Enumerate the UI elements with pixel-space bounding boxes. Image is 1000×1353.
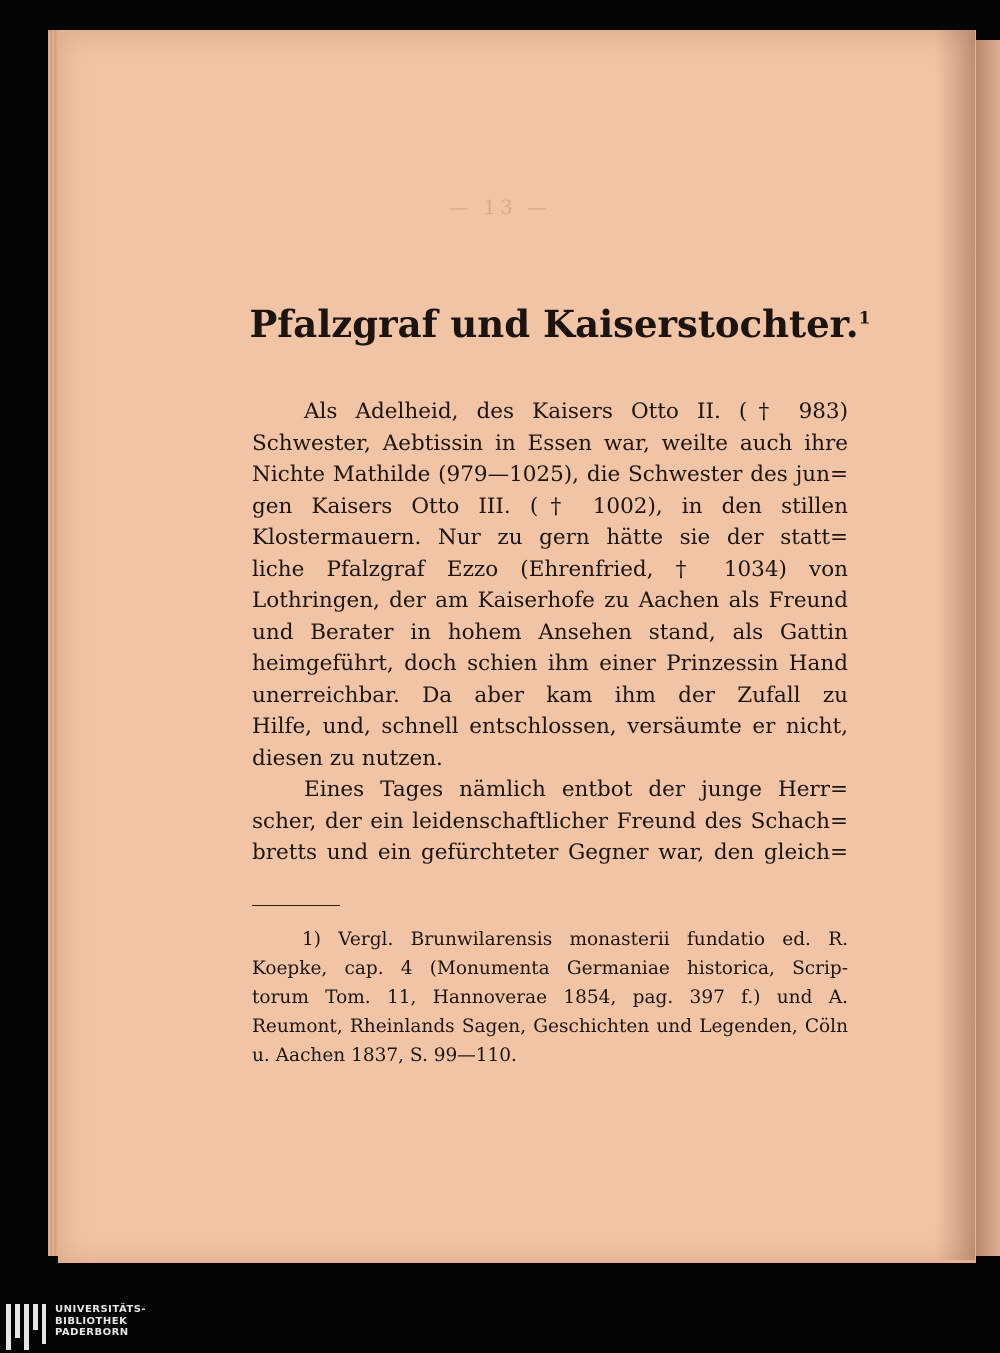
library-logo-line: PADERBORN (55, 1327, 129, 1338)
body-line: liche Pfalzgraf Ezzo (Ehrenfried, † 1034) von (252, 556, 848, 582)
library-logo-line: BIBLIOTHEK (55, 1315, 128, 1327)
facing-page-edge (972, 40, 1000, 1256)
library-logo-icon (6, 1304, 46, 1350)
footnote (252, 925, 848, 1070)
body-line: bretts und ein gefürchteter Gegner war, den gleich= (252, 840, 848, 865)
library-logo (0, 1300, 160, 1353)
body-text (252, 396, 848, 869)
footnote-line: Koepke, cap. 4 (Monumenta Germaniae historica, Scrip- (252, 958, 848, 979)
body-line: heimgeführt, doch schien ihm einer Prinzessin Hand (252, 651, 848, 676)
body-line: Klostermauern. Nur zu gern hätte sie der statt= (252, 525, 848, 550)
body-line: Nichte Mathilde (979—1025), die Schwester des jun= (252, 462, 848, 487)
body-line: Als Adelheid, des Kaisers Otto II. († 983) (304, 399, 848, 424)
library-logo-line: UNIVERSITÄTS- (55, 1304, 147, 1315)
body-line: diesen zu nutzen. (252, 745, 443, 771)
chapter-title (200, 302, 920, 346)
footnote-line: torum Tom. 11, Hannoverae 1854, pag. 397 f.) und A. (252, 987, 848, 1008)
library-logo-text (55, 1304, 146, 1339)
body-line: unerreichbar. Da aber kam ihm der Zufall zu (252, 682, 848, 708)
footnote-rule (252, 905, 340, 906)
page-number: — 13 — (448, 195, 552, 219)
body-line: Lothringen, der am Kaiserhofe zu Aachen als Freund (252, 588, 848, 613)
body-line: Hilfe, und, schnell entschlossen, versäumte er nicht, (252, 714, 848, 739)
footnote-line: u. Aachen 1837, S. 99—110. (252, 1045, 517, 1066)
body-line: und Berater in hohem Ansehen stand, als Gattin (252, 619, 848, 645)
footnote-line: 1) Vergl. Brunwilarensis monasterii fundatio ed. R. (302, 929, 848, 950)
footnote-marker: 1 (858, 308, 871, 329)
body-line: scher, der ein leidenschaftlicher Freund des Schach= (252, 808, 848, 834)
body-line: Eines Tages nämlich entbot der junge Herr= (304, 777, 848, 802)
body-line: Schwester, Aebtissin in Essen war, weilte auch ihre (252, 430, 848, 456)
chapter-title-text: Pfalzgraf und Kaiserstochter. (249, 302, 859, 346)
footnote-line: Reumont, Rheinlands Sagen, Geschichten und Legenden, Cöln (252, 1016, 848, 1037)
body-line: gen Kaisers Otto III. († 1002), in den stillen (252, 493, 848, 519)
